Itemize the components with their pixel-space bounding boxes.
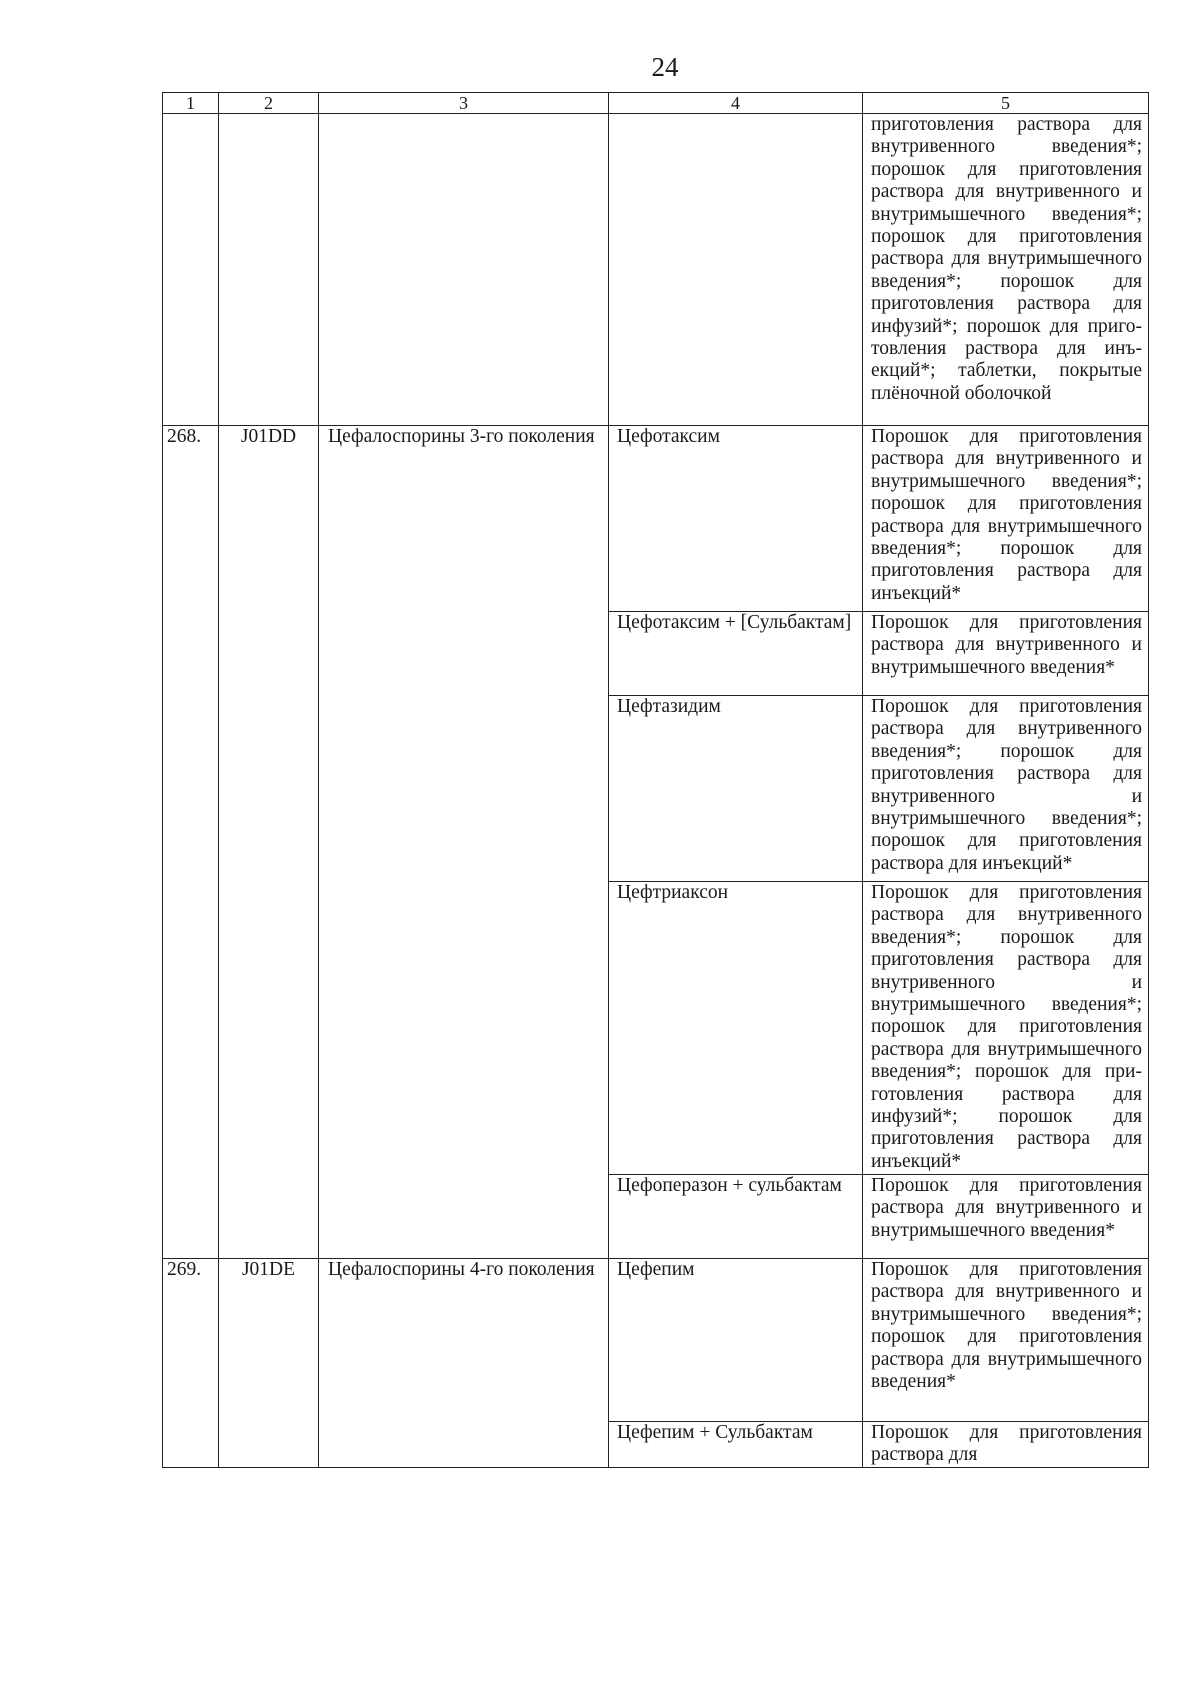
atc-code-cell: J01DD (219, 426, 319, 1259)
dosage-form-cell: Порошок для приготовления раствора для внутривенного введения*; порошок для приготовления раствора для внутривенного и внутримышечного введения*; порошок для приготовления раствора для внутримышечного введения*; порошок для приготовления раствора для инфузий*; порошок для приготовления раствора для инъекций* (863, 882, 1149, 1175)
column-header-5: 5 (863, 93, 1149, 114)
dosage-form-cell: Порошок для приготовления раствора для (863, 1422, 1149, 1468)
column-header-1: 1 (163, 93, 219, 114)
drug-name-cell: Цефотаксим + [Сульбактам] (609, 612, 863, 696)
drug-name-cell: Цефепим + Сульбактам (609, 1422, 863, 1468)
row-number-cell (163, 114, 219, 426)
dosage-form-cell: Порошок для приготовления раствора для внутривенного и внутримышечного введения*; порошок для приготовления раствора для внутримышечного введения* (863, 1259, 1149, 1422)
dosage-form-cell: Порошок для приготовления раствора для внутривенного и внутримышечного введения* (863, 1175, 1149, 1259)
table-row (163, 426, 1149, 612)
drug-name-cell: Цефтазидим (609, 696, 863, 882)
drug-name-cell: Цефотаксим (609, 426, 863, 612)
dosage-form-cell: Порошок для приготовления раствора для внутривенного введения*; порошок для приготовления раствора для внутривенного и внутримышечного введения*; порошок для приготовления раствора для инъекций* (863, 696, 1149, 882)
group-name-cell: Цефалоспорины 4-го поколения (319, 1259, 609, 1468)
page-number: 24 (651, 52, 679, 82)
row-number-cell: 268. (163, 426, 219, 1259)
drug-name-cell: Цефепим (609, 1259, 863, 1422)
table-row (163, 1259, 1149, 1422)
column-header-4: 4 (609, 93, 863, 114)
column-header-2: 2 (219, 93, 319, 114)
dosage-form-cell: Порошок для приготовления раствора для внутривенного и внутримышечного введения* (863, 612, 1149, 696)
drug-name-cell: Цефоперазон + сульбактам (609, 1175, 863, 1259)
table-header-row (163, 93, 1149, 114)
drug-list-table (162, 92, 1149, 1468)
drug-name-cell (609, 114, 863, 426)
group-name-cell: Цефалоспорины 3-го поколения (319, 426, 609, 1259)
atc-code-cell: J01DE (219, 1259, 319, 1468)
group-name-cell (319, 114, 609, 426)
drug-name-cell: Цефтриаксон (609, 882, 863, 1175)
dosage-form-cell: Порошок для приготовления раствора для внутривенного и внутримышечного введения*; порошок для приготовления раствора для внутримышечного введения*; порошок для приготовления раствора для инъекций* (863, 426, 1149, 612)
atc-code-cell (219, 114, 319, 426)
dosage-form-cell: приготовления раствора для внутривенного введения*; порошок для приготовления раствора для внутривенного и внутримышечного введения*; порошок для приготовления раствора для внутримышечного введения*; порошок для приготовления раствора для инфузий*; порошок для приготовления раствора для инъекций*; таблетки, покрытые плёночной оболочкой (863, 114, 1149, 426)
table-row-continued (163, 114, 1149, 426)
column-header-3: 3 (319, 93, 609, 114)
row-number-cell: 269. (163, 1259, 219, 1468)
